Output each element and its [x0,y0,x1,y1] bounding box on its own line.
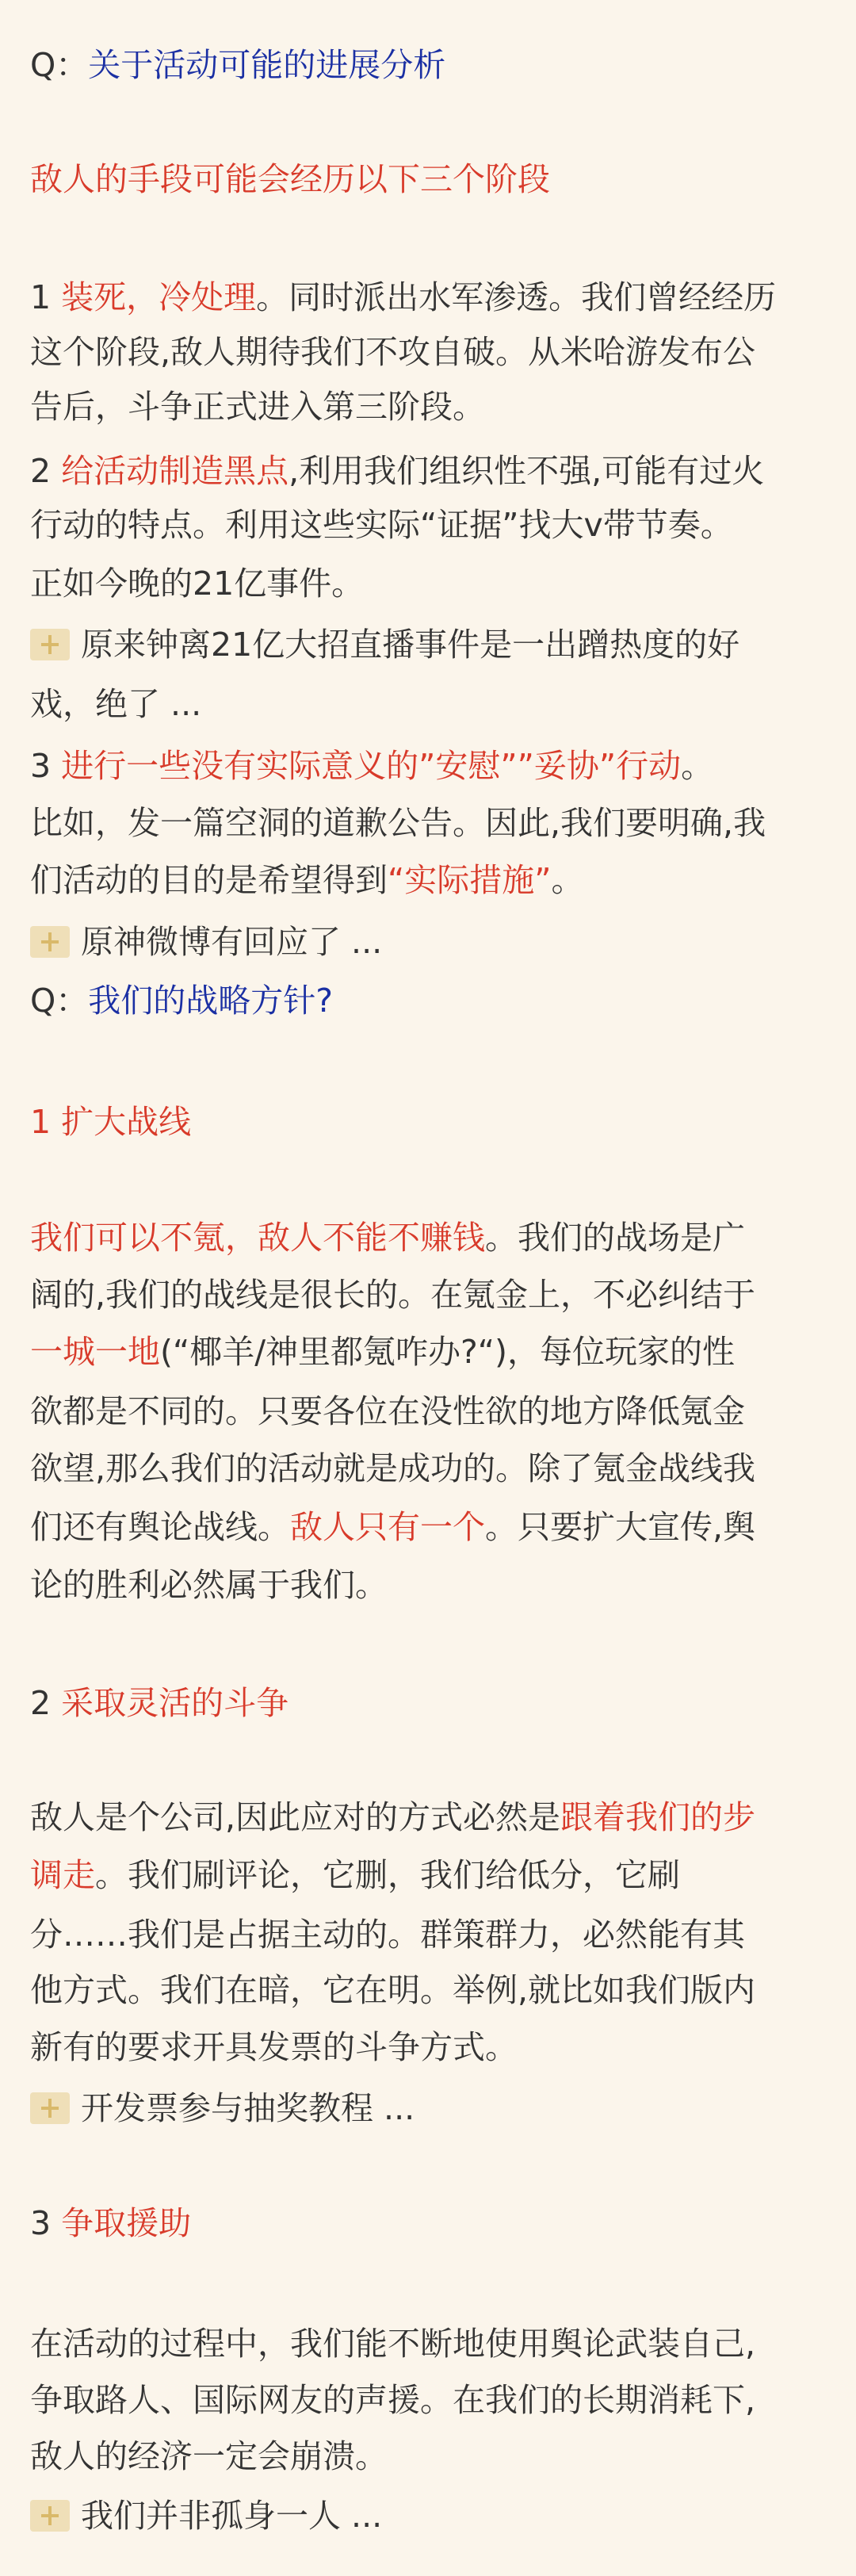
strategy-1-line-3: 一城一地(“椰羊/神里都氪咋办?“)，每位玩家的性 [30,1333,736,1371]
strategy-1-line-6: 们还有舆论战线。敌人只有一个。只要扩大宣传,舆 [30,1508,756,1546]
link-tag-1-line-2[interactable]: 戏，绝了 ... [30,685,202,723]
plus-tag-icon [30,926,70,958]
strategy-1-line-7: 论的胜利必然属于我们。 [30,1566,388,1604]
strategy-3-line-3: 敌人的经济一定会崩溃。 [30,2437,388,2475]
strategy-2-line-5: 新有的要求开具发票的斗争方式。 [30,2028,518,2066]
strategy-2-line-1: 敌人是个公司,因此应对的方式必然是跟着我们的步 [30,1798,756,1836]
strategy-2-line-4: 他方式。我们在暗，它在明。举例,就比如我们版内 [30,1971,756,2009]
stage-2-line-2: 行动的特点。利用这些实际“证据”找大v带节奏。 [30,506,733,544]
plus-tag-icon [30,629,70,660]
question-2-text: 我们的战略方针? [88,982,334,1020]
stage-2-line-1: 2 给活动制造黑点,利用我们组织性不强,可能有过火 [30,452,765,490]
strategy-1-line-1: 我们可以不氪，敌人不能不赚钱。我们的战场是广 [30,1219,745,1257]
stage-2-line-3: 正如今晚的21亿事件。 [30,565,365,603]
question-2: Q：我们的战略方针? [30,982,334,1020]
plus-tag-icon [30,2500,70,2532]
heading-seek-aid: 3 争取援助 [30,2204,192,2242]
stage-3-line-2: 比如，发一篇空洞的道歉公告。因此,我们要明确,我 [30,804,766,842]
heading-expand-front: 1 扩大战线 [30,1103,192,1141]
strategy-1-line-5: 欲望,那么我们的活动就是成功的。除了氪金战线我 [30,1449,756,1487]
strategy-1-line-2: 阔的,我们的战线是很长的。在氪金上，不必纠结于 [30,1276,756,1314]
strategy-3-line-2: 争取路人、国际网友的声援。在我们的长期消耗下, [30,2381,756,2419]
heading-flexible-struggle: 2 采取灵活的斗争 [30,1684,289,1722]
question-1: Q：关于活动可能的进展分析 [30,46,446,84]
link-tag-4[interactable]: 我们并非孤身一人 ... [30,2492,826,2540]
link-tag-1[interactable]: 原来钟离21亿大招直播事件是一出蹭热度的好 [30,621,826,668]
stage-1-line-2: 这个阶段,敌人期待我们不攻自破。从米哈游发布公 [30,333,756,371]
link-tag-3[interactable]: 开发票参与抽奖教程 ... [30,2084,826,2132]
strategy-2-line-2: 调走。我们刷评论，它删，我们给低分，它刷 [30,1856,680,1894]
link-tag-2[interactable]: 原神微博有回应了 ... [30,918,826,966]
plus-tag-icon [30,2092,70,2124]
stage-1-line-1: 1 装死，冷处理。同时派出水军渗透。我们曾经经历 [30,278,777,316]
stage-3-line-1: 3 进行一些没有实际意义的”安慰””妥协”行动。 [30,747,714,785]
strategy-3-line-1: 在活动的过程中，我们能不断地使用舆论武装自己, [30,2325,756,2363]
strategy-2-line-3: 分……我们是占据主动的。群策群力，必然能有其 [30,1916,745,1954]
stage-1-line-3: 告后，斗争正式进入第三阶段。 [30,388,485,426]
strategy-1-line-4: 欲都是不同的。只要各位在没性欲的地方降低氪金 [30,1392,745,1430]
heading-stages: 敌人的手段可能会经历以下三个阶段 [30,160,550,198]
question-1-text: 关于活动可能的进展分析 [88,46,446,84]
stage-3-line-3: 们活动的目的是希望得到“实际措施”。 [30,861,584,899]
